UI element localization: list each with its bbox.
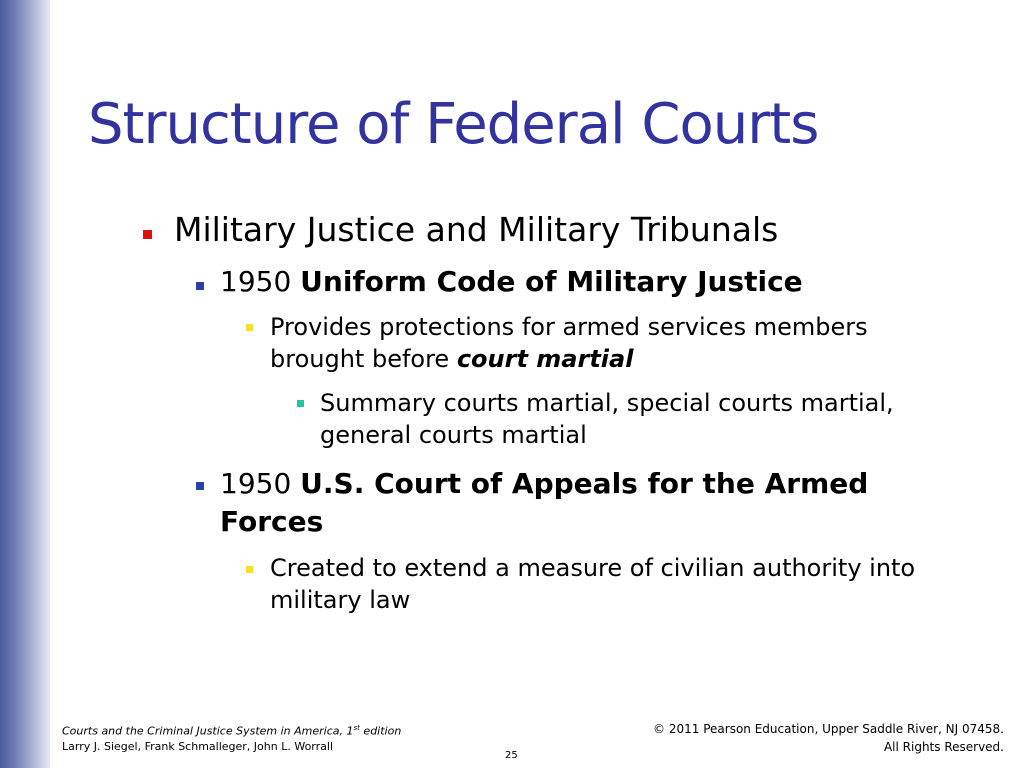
- slide-title: Structure of Federal Courts: [88, 92, 819, 157]
- footer-book-title: [62, 724, 401, 738]
- bullet-ucmj: [220, 265, 803, 298]
- book-title-superscript: st: [353, 724, 360, 732]
- appeals-name-part2: Forces: [220, 505, 324, 538]
- courts-martial-line1: Summary courts martial, special courts martial,: [320, 389, 894, 417]
- bullet-yellow-icon: [246, 566, 253, 573]
- protections-line2-text: brought before: [270, 345, 457, 373]
- courts-martial-line2: general courts martial: [320, 421, 587, 449]
- bullet-civilian-authority: [270, 552, 915, 616]
- protections-line2: [270, 343, 868, 375]
- ucmj-year: 1950: [220, 265, 301, 298]
- bullet-red-icon: [143, 230, 152, 239]
- ucmj-name: Uniform Code of Military Justice: [300, 265, 803, 298]
- footer-rights: All Rights Reserved.: [883, 740, 1004, 754]
- civilian-line1: Created to extend a measure of civilian authority into: [270, 554, 916, 582]
- bullet-blue-icon: [196, 282, 204, 290]
- bullet-protections: [270, 311, 868, 375]
- slide-page-number: 25: [505, 750, 518, 761]
- bullet-yellow-icon: [246, 324, 253, 331]
- protections-line1: Provides protections for armed services members: [270, 313, 868, 341]
- appeals-year: 1950: [220, 467, 301, 500]
- bullet-military-justice: Military Justice and Military Tribunals: [174, 210, 779, 249]
- court-martial-term: court martial: [456, 345, 634, 373]
- footer-authors: Larry J. Siegel, Frank Schmalleger, John L. Worrall: [62, 740, 334, 753]
- bullet-blue-icon: [196, 482, 204, 490]
- slide-sidebar-decoration: [0, 0, 50, 768]
- appeals-line1: [220, 465, 868, 503]
- book-edition-text: edition: [359, 724, 402, 738]
- bullet-court-of-appeals: [220, 465, 868, 541]
- bullet-teal-icon: [297, 400, 304, 407]
- appeals-name-part1: U.S. Court of Appeals for the Armed: [300, 467, 869, 500]
- footer-copyright: © 2011 Pearson Education, Upper Saddle River, NJ 07458.: [653, 722, 1004, 736]
- bullet-courts-martial-types: [320, 387, 894, 451]
- book-title-text: Courts and the Criminal Justice System in America, 1: [62, 724, 354, 738]
- civilian-line2: military law: [270, 586, 411, 614]
